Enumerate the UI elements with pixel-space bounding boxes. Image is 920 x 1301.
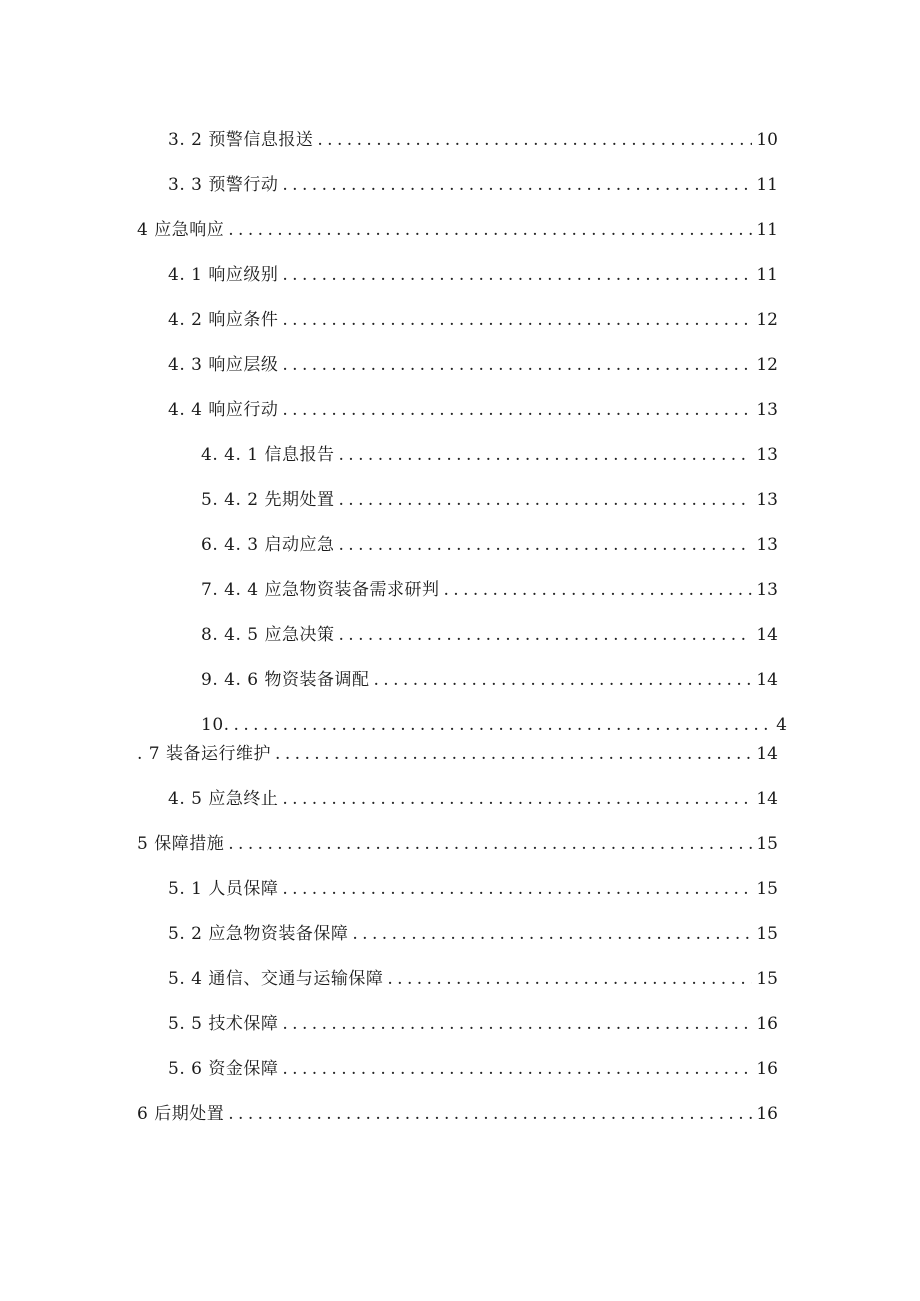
toc-entry-label: 5. 2 应急物资装备保障 [168, 924, 349, 944]
toc-entry-page: 4 [776, 715, 787, 735]
toc-entry[interactable] [168, 354, 778, 376]
toc-leader-dots [443, 579, 752, 601]
toc-entry[interactable] [168, 129, 778, 151]
toc-entry[interactable] [168, 264, 778, 286]
toc-entry[interactable] [168, 788, 778, 810]
toc-entry[interactable] [201, 669, 778, 691]
toc-leader-dots [282, 354, 752, 376]
toc-leader-dots [282, 309, 752, 331]
toc-entry[interactable] [201, 444, 778, 466]
toc-entry-page: 15 [756, 879, 778, 899]
toc-entry-label: 5. 4. 2 先期处置 [201, 490, 335, 510]
toc-entry-label: 3. 2 预警信息报送 [168, 130, 314, 150]
toc-entry-label: 6 后期处置 [137, 1104, 225, 1124]
toc-entry-label: 3. 3 预警行动 [168, 175, 279, 195]
toc-entry-page: 15 [756, 834, 778, 854]
toc-entry[interactable] [168, 1058, 778, 1080]
toc-leader-dots [228, 1103, 752, 1125]
toc-entry-page: 13 [756, 535, 778, 555]
toc-entry[interactable] [168, 309, 778, 331]
toc-entry[interactable] [201, 579, 778, 601]
toc-leader-dots [317, 129, 752, 151]
toc-leader-dots [282, 788, 752, 810]
toc-entry-page: 16 [756, 1104, 778, 1124]
toc-entry-page: 14 [756, 625, 778, 645]
toc-entry-page: 16 [756, 1014, 778, 1034]
toc-entry-page: 15 [756, 924, 778, 944]
toc-entry-page: 13 [756, 490, 778, 510]
toc-leader-dots [387, 968, 752, 990]
toc-entry-label: 4 应急响应 [137, 220, 225, 240]
toc-leader-dots [282, 1058, 752, 1080]
toc-entry[interactable] [137, 833, 778, 855]
toc-entry[interactable] [168, 878, 778, 900]
toc-entry-page: 11 [756, 175, 778, 195]
toc-leader-dots [338, 489, 752, 511]
toc-entry[interactable] [168, 968, 778, 990]
toc-entry-page: 13 [756, 580, 778, 600]
toc-entry-wrapped-first[interactable] [201, 714, 787, 736]
toc-leader-dots [338, 624, 752, 646]
toc-entry-label: 9. 4. 6 物资装备调配 [201, 670, 370, 690]
toc-entry-label: 5. 5 技术保障 [168, 1014, 279, 1034]
toc-entry[interactable] [168, 399, 778, 421]
toc-entry[interactable] [168, 174, 778, 196]
toc-entry-label: 4. 1 响应级别 [168, 265, 279, 285]
toc-entry[interactable] [201, 489, 778, 511]
toc-leader-dots [282, 399, 752, 421]
toc-entry-page: 14 [756, 789, 778, 809]
toc-entry-label: 7. 4. 4 应急物资装备需求研判 [201, 580, 440, 600]
toc-entry-page: 10 [756, 130, 778, 150]
toc-entry-label: 4. 3 响应层级 [168, 355, 279, 375]
toc-leader-dots [228, 833, 752, 855]
toc-leader-dots [234, 714, 773, 736]
toc-entry-page: 12 [756, 310, 778, 330]
toc-entry-label: 4. 2 响应条件 [168, 310, 279, 330]
toc-leader-dots [352, 923, 752, 945]
toc-leader-dots [282, 264, 752, 286]
toc-entry-label: 5. 1 人员保障 [168, 879, 279, 899]
toc-entry-label: 6. 4. 3 启动应急 [201, 535, 335, 555]
toc-entry-page: 12 [756, 355, 778, 375]
toc-leader-dots [373, 669, 752, 691]
toc-entry-page: 13 [756, 400, 778, 420]
toc-entry-page: 15 [756, 969, 778, 989]
toc-entry-page: 11 [756, 265, 778, 285]
toc-leader-dots [338, 534, 752, 556]
toc-leader-dots [275, 743, 752, 765]
toc-entry-label: . 7 装备运行维护 [137, 744, 272, 764]
toc-leader-dots [228, 219, 752, 241]
toc-leader-dots [338, 444, 752, 466]
toc-entry-page: 14 [756, 744, 778, 764]
toc-leader-dots [282, 878, 752, 900]
toc-entry-page: 13 [756, 445, 778, 465]
toc-entry-page: 11 [756, 220, 778, 240]
toc-entry[interactable] [168, 1013, 778, 1035]
toc-entry-label: 8. 4. 5 应急决策 [201, 625, 335, 645]
toc-leader-dots [282, 1013, 752, 1035]
toc-entry[interactable] [137, 219, 778, 241]
toc-entry-label: 5. 6 资金保障 [168, 1059, 279, 1079]
toc-entry-label: 5. 4 通信、交通与运输保障 [168, 969, 384, 989]
toc-leader-dots [282, 174, 752, 196]
toc-entry-page: 16 [756, 1059, 778, 1079]
toc-entry-label: 4. 5 应急终止 [168, 789, 279, 809]
toc-entry-label: 5 保障措施 [137, 834, 225, 854]
toc-entry-page: 14 [756, 670, 778, 690]
toc-entry[interactable] [137, 1103, 778, 1125]
toc-entry-label: 4. 4 响应行动 [168, 400, 279, 420]
toc-entry[interactable] [201, 624, 778, 646]
toc-entry[interactable] [168, 923, 778, 945]
toc-entry-label: 10. [201, 715, 230, 735]
toc-entry-label: 4. 4. 1 信息报告 [201, 445, 335, 465]
toc-entry[interactable] [201, 534, 778, 556]
toc-entry-wrapped-second[interactable] [137, 743, 778, 765]
